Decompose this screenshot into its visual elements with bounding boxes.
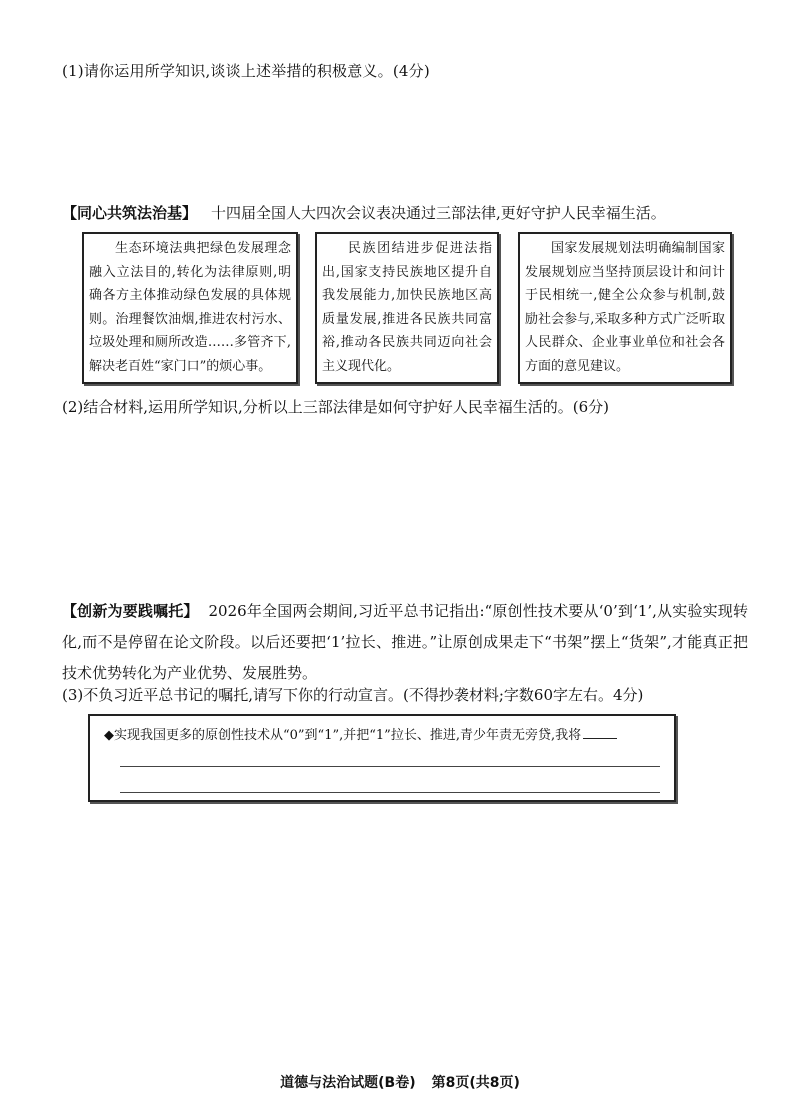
material-box-planning-law: 国家发展规划法明确编制国家发展规划应当坚持顶层设计和问计于民相统一,健全公众参与机制,鼓励社会参与,采取多种方式广泛听取人民群众、企业事业单位和社会各方面的意见建议。 [518,232,732,384]
answer-box[interactable] [88,714,676,802]
question-2: (2)结合材料,运用所学知识,分析以上三部法律是如何守护好人民幸福生活的。(6分) [62,398,610,416]
answer-prompt-text: ◆实现我国更多的原创性技术从“0”到“1”,并把“1”拉长、推进,青少年责无旁贷,我将 [104,728,582,743]
section-2-intro: 十四届全国人大四次会议表决通过三部法律,更好守护人民幸福生活。 [211,204,666,222]
material-box-eco-code: 生态环境法典把绿色发展理念融入立法目的,转化为法律原则,明确各方主体推动绿色发展的具体规则。治理餐饮油烟,推进农村污水、垃圾处理和厕所改造……多管齐下,解决老百姓“家门口”的烦心事。 [82,232,298,384]
section-2-heading [62,202,666,223]
answer-line[interactable] [120,792,660,793]
question-1: (1)请你运用所学知识,谈谈上述举措的积极意义。(4分) [62,62,430,80]
answer-blank[interactable] [583,726,617,739]
footer-subject: 道德与法治试题(B卷) [280,1075,416,1091]
section-3-title: 【创新为要践嘱托】 [62,602,199,620]
section-3 [62,596,748,689]
section-3-body: 2026年全国两会期间,习近平总书记指出:“原创性技术要从‘0’到‘1’,从实验实现转化,而不是停留在论文阶段。以后还要把‘1’拉长、推进。”让原创成果走下“书架”摆上“货架”,才能真正把技术优势转化为产业优势、发展胜势。 [62,602,748,682]
page-footer [0,1072,800,1092]
answer-line[interactable] [120,766,660,767]
answer-prompt [104,724,617,743]
section-2-title: 【同心共筑法治基】 [62,204,198,222]
material-box-ethnic-unity: 民族团结进步促进法指出,国家支持民族地区提升自我发展能力,加快民族地区高质量发展,推进各民族共同富裕,推动各民族共同迈向社会主义现代化。 [315,232,499,384]
material-boxes [82,232,732,384]
question-3: (3)不负习近平总书记的嘱托,请写下你的行动宣言。(不得抄袭材料;字数60字左右。4分) [62,686,644,704]
footer-page: 第8页(共8页) [431,1075,520,1091]
